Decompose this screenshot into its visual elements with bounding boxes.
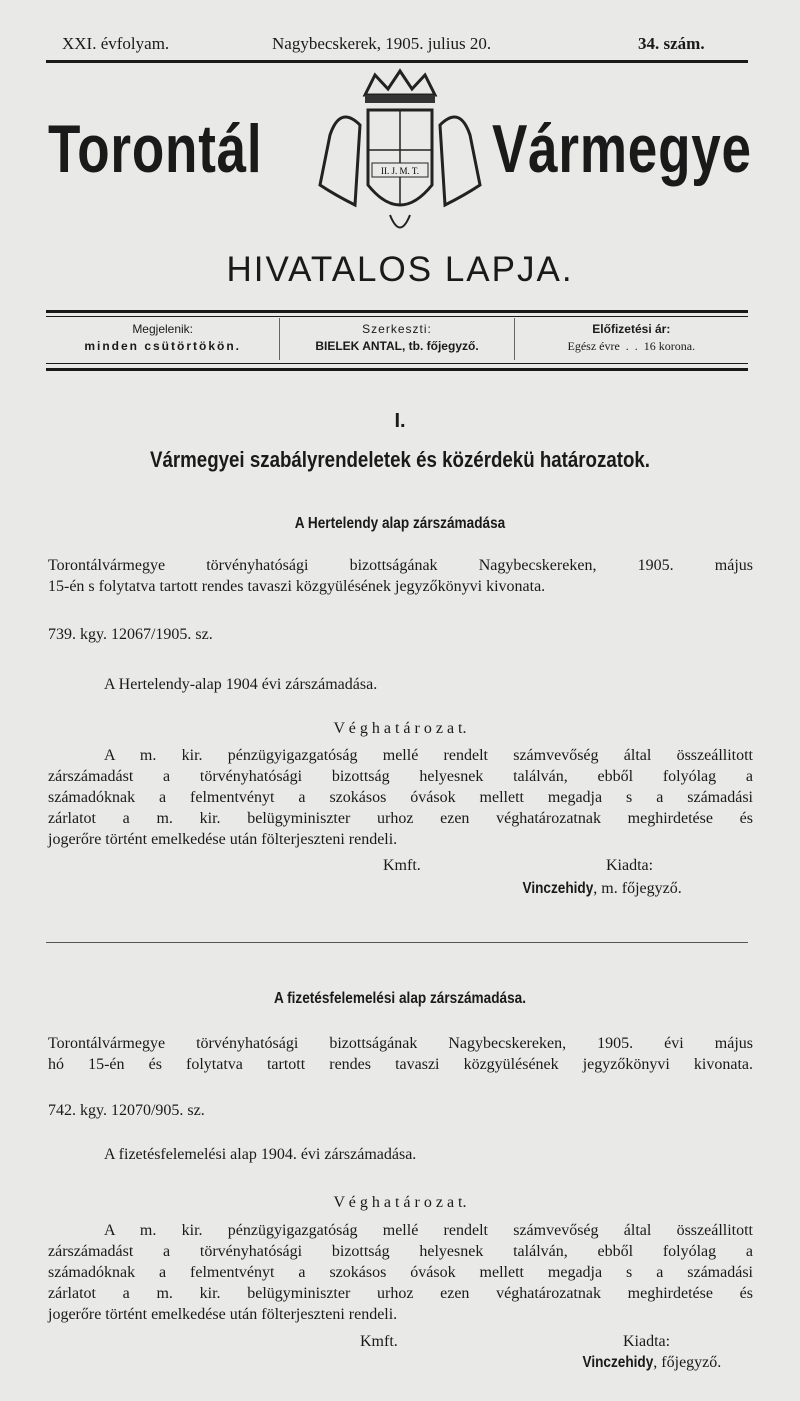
place-date: Nagybecskerek, 1905. julius 20. (272, 34, 492, 53)
info-label: Megjelenik: (132, 322, 194, 336)
signer-title: , m. főjegyző. (593, 880, 682, 897)
text-line: zárszámadást a törvényhatósági bizottság helyesnek találván, ebből folyólag a (48, 1243, 753, 1260)
article-intro (48, 555, 753, 597)
signature (570, 1354, 721, 1372)
text-line: zárlatot a m. kir. belügyminiszter urhoz ezen véghatározatnak meghirdetése és (48, 810, 753, 827)
decision-label: V é g h a t á r o z a t. (333, 720, 467, 737)
signer-name: Vinczehidy (582, 1354, 654, 1371)
divider (46, 60, 748, 63)
text-line: A m. kir. pénzügyigazgatóság mellé rendelt számvevőség által összeállitott (104, 747, 753, 764)
issued-label: Kiadta: (623, 1333, 671, 1350)
text-line: Torontálvármegye törvényhatósági bizottságának Nagybecskereken, 1905. évi május (48, 1035, 753, 1052)
section-number: I. (394, 410, 406, 432)
info-label: Előfizetési ár: (592, 322, 671, 336)
article-subject: A Hertelendy-alap 1904 évi zárszámadása. (104, 676, 378, 693)
article-title: A Hertelendy alap zárszámadása (294, 515, 506, 532)
article-intro (48, 1033, 753, 1075)
divider (46, 363, 748, 364)
section-heading: Vármegyei szabályrendeletek és közérdekü határozatok. (150, 447, 650, 472)
info-label: Szerkeszti: (362, 322, 432, 336)
info-publication (46, 318, 279, 360)
text-line: 15-én s folytatva tartott rendes tavaszi közgyülésének jegyzőkönyvi kivonata. (48, 578, 546, 595)
divider (46, 368, 748, 371)
info-box (46, 318, 748, 360)
kmft: Kmft. (383, 857, 421, 874)
info-value: Egész évre . . 16 korona. (567, 339, 696, 353)
divider (46, 942, 748, 943)
article-subject: A fizetésfelemelési alap 1904. évi zárszámadása. (104, 1146, 417, 1163)
text-line: A m. kir. pénzügyigazgatóság mellé rendelt számvevőség által összeállitott (104, 1222, 753, 1239)
subtitle: HIVATALOS LAPJA. (226, 250, 574, 289)
text-line: zárlatot a m. kir. belügyminiszter urhoz ezen véghatározatnak meghirdetése és (48, 1285, 753, 1302)
title-left: Torontál (48, 111, 263, 187)
signer-name: Vinczehidy (522, 880, 594, 897)
divider (46, 310, 748, 313)
decision-label: V é g h a t á r o z a t. (333, 1194, 467, 1211)
text-line: jogerőre történt emelkedése után fölterjeszteni rendeli. (48, 1306, 398, 1323)
signature (510, 880, 682, 898)
issue-number: 34. szám. (638, 34, 705, 53)
text-line: jogerőre történt emelkedése után fölterjeszteni rendeli. (48, 831, 398, 848)
text-line: Torontálvármegye törvényhatósági bizottságának Nagybecskereken, 1905. május (48, 557, 753, 574)
info-editor (279, 318, 513, 360)
kmft: Kmft. (360, 1333, 398, 1350)
article-body (48, 745, 753, 850)
info-value: BIELEK ANTAL, tb. főjegyző. (315, 339, 479, 353)
title-right: Vármegye (492, 111, 752, 187)
text-line: hó 15-én és folytatva tartott rendes tavaszi közgyülésének jegyzőkönyvi kivonata. (48, 1056, 753, 1073)
article-reference: 739. kgy. 12067/1905. sz. (48, 626, 213, 643)
text-line: számadóknak a felmentvényt a szokásos óvások mellett megadja s a számadási (48, 1264, 753, 1281)
emblem-text: II. J. M. T. (381, 166, 419, 176)
text-line: zárszámadást a törvényhatósági bizottság helyesnek találván, ebből folyólag a (48, 768, 753, 785)
info-value: minden csütörtökön. (84, 339, 241, 353)
volume: XXI. évfolyam. (62, 34, 170, 53)
signer-title: , főjegyző. (653, 1354, 722, 1371)
info-price (514, 318, 748, 360)
issued-label: Kiadta: (606, 857, 654, 874)
coat-of-arms-emblem (310, 65, 490, 245)
article-title: A fizetésfelemelési alap zárszámadása. (274, 990, 526, 1007)
divider (46, 316, 748, 317)
article-body (48, 1220, 753, 1325)
article-reference: 742. kgy. 12070/905. sz. (48, 1102, 205, 1119)
text-line: számadóknak a felmentvényt a szokásos óvások mellett megadja s a számadási (48, 789, 753, 806)
